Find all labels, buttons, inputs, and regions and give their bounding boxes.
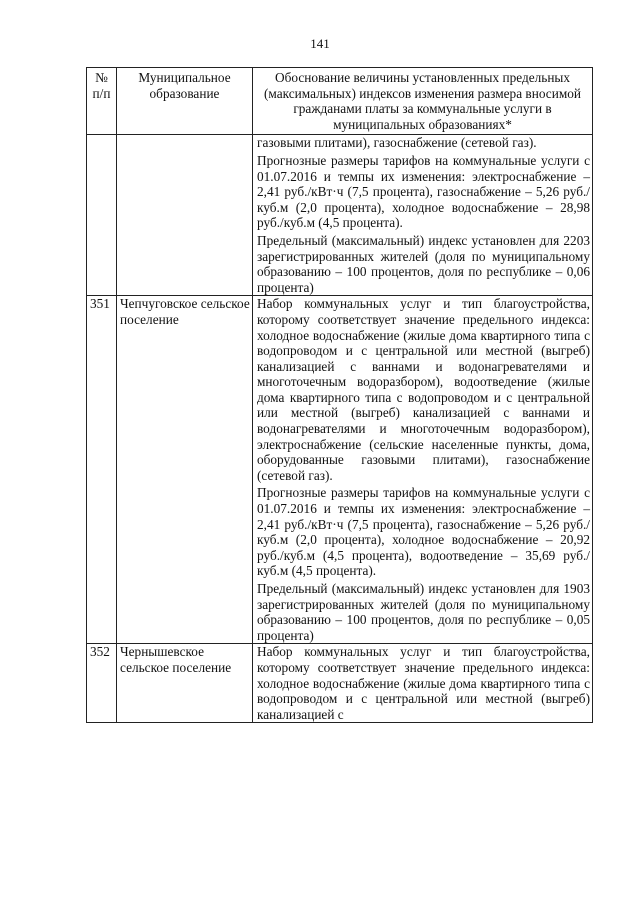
row-municipality: Чепчуговское сельское поселение: [117, 296, 253, 644]
row-number: 352: [87, 644, 117, 723]
table-row: [87, 644, 593, 723]
row-justification: [253, 135, 593, 296]
justification-paragraph: Набор коммунальных услуг и тип благоустройства, которому соответствует значение предельного индекса: холодное водоснабжение (жилые дома квартирного типа с водопроводом и с центральной или местной (выгреб) канализацией с: [257, 644, 590, 722]
row-justification: [253, 644, 593, 723]
justification-paragraph: газовыми плитами), газоснабжение (сетевой газ).: [257, 135, 537, 151]
row-justification: [253, 296, 593, 644]
header-num: № п/п: [87, 68, 117, 135]
row-number: 351: [87, 296, 117, 644]
table-row: [87, 135, 593, 296]
row-number: [87, 135, 117, 296]
justification-paragraph: Набор коммунальных услуг и тип благоустройства, которому соответствует значение предельного индекса: холодное водоснабжение (жилые дома квартирного типа с водопроводом и с центральной или местной (выгреб) канализацией с ваннами и водонагревателями и многоточечным водоразбором), водоотведение (жилые дома квартирного типа с водопроводом и с центральной или местной (выгреб) канализацией с ваннами и водонагревателями и многоточечным водоразбором), электроснабжение (сельские населенные пункты, дома, оборудованные газовыми плитами), газоснабжение (сетевой газ).: [257, 296, 590, 483]
table-header-row: [87, 68, 593, 135]
justification-paragraph: Прогнозные размеры тарифов на коммунальные услуги с 01.07.2016 и темпы их изменения: электроснабжение – 2,41 руб./кВт·ч (7,5 процента), газоснабжение – 5,26 руб./куб.м (2,0 процента), холодное водоснабжение – 28,98 руб./куб.м (4,5 процента).: [257, 152, 590, 231]
row-municipality: Чернышевское сельское поселение: [117, 644, 253, 723]
indices-table: [86, 67, 593, 723]
justification-paragraph: Предельный (максимальный) индекс установлен для 1903 зарегистрированных жителей (доля по муниципальному образованию – 100 процентов, доля по республике – 0,05 процента): [257, 581, 590, 643]
justification-paragraph: Прогнозные размеры тарифов на коммунальные услуги с 01.07.2016 и темпы их изменения: электроснабжение – 2,41 руб./кВт·ч (7,5 процента), газоснабжение – 5,26 руб./куб.м (2,0 процента), холодное водоснабжение – 20,92 руб./куб.м (4,5 процента), водоотведение – 35,69 руб./куб.м (4,5 процента).: [257, 485, 590, 579]
row-municipality: [117, 135, 253, 296]
header-municipality: Муниципальное образование: [117, 68, 253, 135]
header-justification: Обоснование величины установленных предельных (максимальных) индексов изменения размера вносимой гражданами платы за коммунальные услуги в муниципальных образованиях*: [253, 68, 593, 135]
table-row: [87, 296, 593, 644]
justification-paragraph: Предельный (максимальный) индекс установлен для 2203 зарегистрированных жителей (доля по муниципальному образованию – 100 процентов, доля по республике – 0,06 процента): [257, 232, 590, 295]
page-number: 141: [310, 36, 330, 51]
